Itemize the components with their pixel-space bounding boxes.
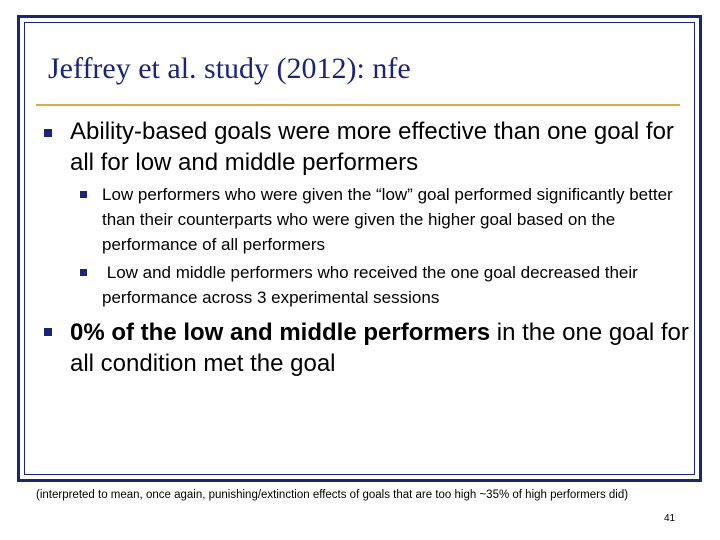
bullet-text: Ability-based goals were more effective than one goal for all for low and middle performers: [70, 118, 674, 176]
bullet-text-2: [70, 317, 690, 379]
title-divider: [36, 104, 680, 106]
bullet-square-icon: [44, 129, 52, 137]
footnote: (interpreted to mean, once again, punishing/extinction effects of goals that are too high ~35% of high performers did): [36, 489, 629, 501]
bullet-square-icon: [44, 328, 52, 336]
slide-title: Jeffrey et al. study (2012): nfe: [48, 52, 411, 85]
page-number: 41: [664, 513, 676, 524]
bullet-plain-text: in the one goal for all condition met the goal: [70, 319, 689, 377]
sub-bullet-text: Low performers who were given the “low” goal performed significantly better than their counterparts who were given the higher goal based on the performance of all performers: [102, 185, 673, 254]
sub-bullet-square-icon: [80, 269, 87, 276]
bullet-bold-text: 0% of the low and middle performers: [70, 319, 491, 346]
sub-bullet-text: Low and middle performers who received the one goal decreased their performance across 3 experimental sessions: [102, 263, 643, 307]
sub-bullet-square-icon: [80, 191, 87, 198]
